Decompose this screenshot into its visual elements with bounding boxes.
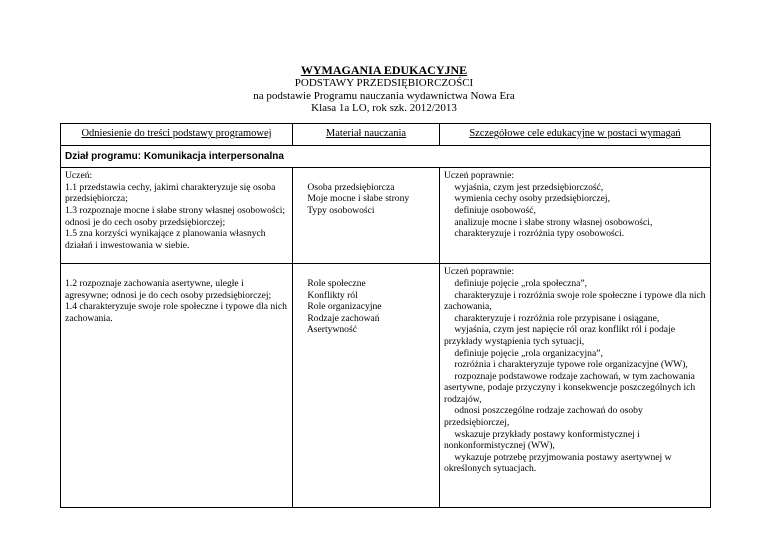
material-item: Moje mocne i słabe strony [307,193,410,205]
document-subtitle: PODSTAWY PRZEDSIĘBIORCZOŚCI [294,77,474,89]
reference-cell [61,168,293,264]
goal-item: definiuje pojęcie „rola organizacyjna”, [454,347,603,359]
goals-intro: Uczeń poprawnie: [444,266,515,278]
goal-item: charakteryzuje i rozróżnia swoje role społeczne i typowe dla nich zachowania, [444,289,706,313]
material-item: Rodzaje zachowań [307,312,380,324]
material-item: Osoba przedsiębiorcza [307,181,395,193]
goal-item: rozpoznaje podstawowe rodzaje zachowań, w tym zachowania asertywne, podaje przyczyny i konsekwencje poszczególnych ich rodzajów, [444,370,696,405]
goal-item: wymienia cechy osoby przedsiębiorczej, [454,193,610,205]
goal-item: wyjaśnia, czym jest napięcie ról oraz konflikt ról i podaje przykłady wystąpienia tych sytuacji, [444,324,675,347]
goal-item: charakteryzuje i rozróżnia typy osobowości. [454,228,625,240]
table-row [61,264,711,508]
column-header-reference: Odniesienie do treści podstawy programowej [61,124,293,146]
reference-line: Uczeń: [65,170,93,182]
program-line: na podstawie Programu nauczania wydawnictwa Nowa Era [253,89,515,102]
column-header-material: Materiał nauczania [293,124,440,146]
reference-line: 1.5 zna korzyści wynikające z planowania własnych działań i inwestowania w siebie. [65,228,266,251]
goal-item: charakteryzuje i rozróżnia role przypisane i osiągane, [454,312,660,324]
table-header-row [61,124,711,146]
document-header [0,64,768,115]
reference-line: 1.2 rozpoznaje zachowania asertywne, uległe i agresywne; odnosi je do cech osoby przedsiębiorczej; [65,277,272,301]
material-item: Role organizacyjne [307,301,382,313]
material-cell [293,264,440,508]
goal-item: rozróżnia i charakteryzuje typowe role organizacyjne (WW), [454,359,688,371]
section-row [61,145,711,168]
goals-intro: Uczeń poprawnie: [444,170,515,182]
table-row [61,168,711,264]
goal-item: wskazuje przykłady postawy konformistycznej i nonkonformistycznej (WW), [444,428,640,452]
goal-item: analizuje mocne i słabe strony własnej osobowości, [454,216,653,228]
material-item: Konflikty ról [307,289,358,301]
goals-cell [440,264,711,508]
reference-line: 1.1 przedstawia cechy, jakimi charakteryzuje się osoba przedsiębiorcza; [65,181,276,205]
goal-item: odnosi poszczególne rodzaje zachowań do osoby przedsiębiorczej, [444,405,643,429]
goal-item: wykazuje potrzebę przyjmowania postawy asertywnej w określonych sytuacjach. [444,451,672,475]
goal-item: definiuje pojęcie „rola społeczna”, [454,277,588,289]
goal-item: definiuje osobowość, [454,204,536,216]
goal-item: wyjaśnia, czym jest przedsiębiorczość, [454,181,604,193]
requirements-table [60,123,711,508]
reference-line: 1.3 rozpoznaje mocne i słabe strony własnej osobowości; odnosi je do cech osoby przedsiębiorczej; [65,204,286,228]
material-cell [293,168,440,264]
document-title: WYMAGANIA EDUKACYJNE [300,63,468,77]
section-title: Dział programu: Komunikacja interpersonalna [61,145,711,168]
material-item: Typy osobowości [307,204,375,216]
material-item: Asertywność [306,324,357,336]
material-item: Role społeczne [307,277,366,289]
reference-cell [61,264,293,508]
reference-line: 1.4 charakteryzuje swoje role społeczne i typowe dla nich zachowania. [65,301,287,324]
goals-cell [440,168,711,264]
class-year-line: Klasa 1a LO, rok szk. 2012/2013 [311,102,457,114]
column-header-goals: Szczegółowe cele edukacyjne w postaci wymagań [440,124,711,146]
